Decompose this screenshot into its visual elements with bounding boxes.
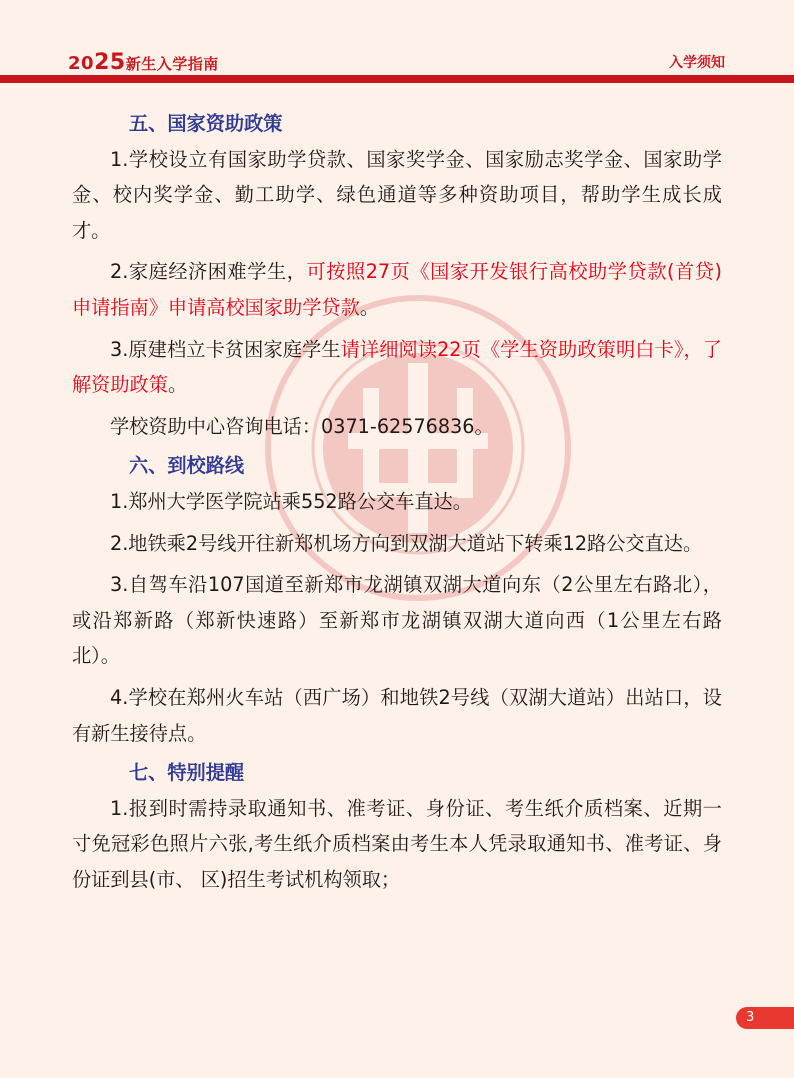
header-divider	[0, 75, 794, 83]
title-rest: 新生入学指南	[125, 55, 219, 73]
paragraph-5-2: 2.家庭经济困难学生，可按照27页《国家开发银行高校助学贷款(首贷)申请指南》申请高校国家助学贷款。	[72, 260, 722, 319]
paragraph-6-3: 3.自驾车沿107国道至新郑市龙湖镇双湖大道向东（2公里左右路北），或沿郑新路（郑新快速路）至新郑市龙湖镇双湖大道向西（1公里左右路北）。	[72, 573, 722, 668]
section-heading-5: 五、国家资助政策	[129, 112, 283, 135]
page-number: 3	[736, 1007, 794, 1029]
page-header	[0, 0, 794, 86]
guide-title	[68, 50, 219, 75]
aid-card-highlight: 请详细阅读22页《学生资助政策明白卡》，了解资助政策	[72, 337, 722, 397]
paragraph-6-1: 1.郑州大学医学院站乘552路公交车直达。	[110, 489, 472, 513]
year-big: 25	[94, 50, 126, 75]
aid-phone: 学校资助中心咨询电话：0371-62576836。	[110, 414, 494, 438]
section-heading-7: 七、特别提醒	[129, 761, 245, 785]
paragraph-5-1: 1.学校设立有国家助学贷款、国家奖学金、国家励志奖学金、国家助学金、校内奖学金、勤工助学、绿色通道等多种资助项目，帮助学生成长成才。	[72, 147, 722, 242]
year-prefix: 20	[68, 53, 95, 74]
paragraph-6-2: 2.地铁乘2号线开往新郑机场方向到双湖大道站下转乘12路公交直达。	[110, 531, 703, 555]
loan-guide-highlight: 可按照27页《国家开发银行高校助学贷款(首贷)申请指南》申请高校国家助学贷款	[72, 260, 722, 319]
paragraph-7-1: 1.报到时需持录取通知书、准考证、身份证、考生纸介质档案、近期一寸免冠彩色照片六张,考生纸介质档案由考生本人凭录取通知书、准考证、身份证到县(市、 区)招生考试机构领取；	[72, 796, 722, 891]
section-label: 入学须知	[669, 55, 725, 71]
paragraph-5-3: 3.原建档立卡贫困家庭学生请详细阅读22页《学生资助政策明白卡》，了解资助政策。	[72, 337, 722, 397]
section-heading-6: 六、到校路线	[129, 454, 245, 478]
paragraph-6-4: 4.学校在郑州火车站（西广场）和地铁2号线（双湖大道站）出站口，设有新生接待点。	[72, 685, 722, 745]
page-body	[72, 106, 722, 903]
